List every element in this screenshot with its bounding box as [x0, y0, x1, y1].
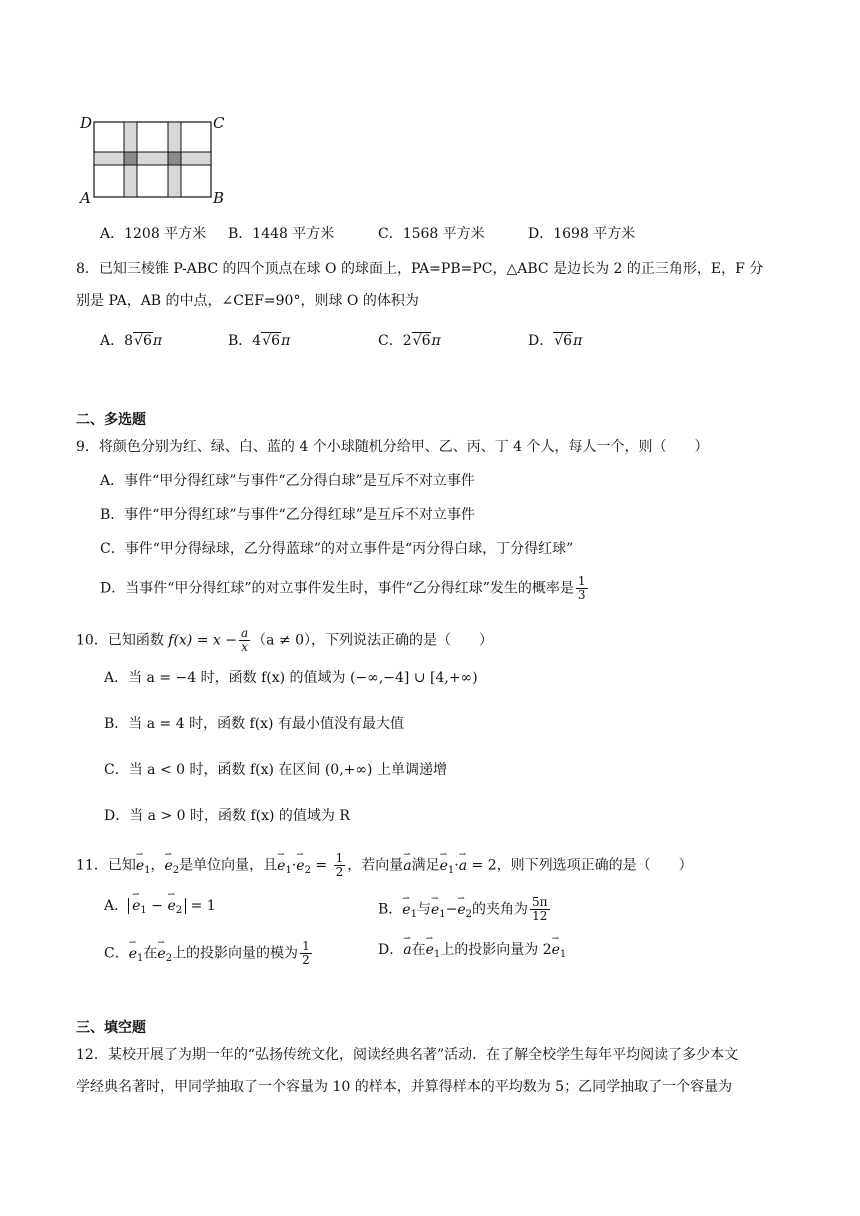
q12-stem-line2: 学经典名著时，甲同学抽取了一个容量为 10 的样本，并算得样本的平均数为 5；乙同学抽取了一个容量为 [76, 1079, 733, 1095]
q10-option-a: A．当 a = −4 时，函数 f(x) 的值域为 (−∞,−4] ∪ [4,+∞) [104, 670, 478, 686]
q11-option-c: C．⇀ $e_1$在⇀ $e_2$上的投影向量的模为 $\frac{1}{2}$ [104, 940, 314, 969]
q11-option-a: A．⇀ $e_1$ − ⇀ $e_2 = 1$ [104, 896, 216, 921]
q10-stem: 10．已知函数 f(x) = x − $\frac{a}{x}$ （a ≠ 0），下列说法正确的是（ ） [76, 626, 494, 654]
q7-option-c: C．1568 平方米 [378, 226, 485, 242]
label-a: A [80, 189, 91, 207]
q8-option-a: A．8√6π [100, 333, 163, 349]
rectangle-figure [76, 112, 236, 208]
q10-option-c: C．当 a < 0 时，函数 f(x) 在区间 (0,+∞) 上单调递增 [104, 762, 447, 778]
q11-stem: 11．已知⇀ $e_1$，⇀ $e_2$是单位向量，且⇀ $e_1\cdot⇀$ $e_2$ = $\frac{1}{2}$ ，若向量⇀ a满足⇀ $e_1\cdot⇀$ a = 2，则下列选项正确的是（ ） [76, 852, 693, 881]
q11-option-b: B．⇀ $e_1$与⇀ $e_1-⇀$ $e_2$的夹角为 $\frac{5\pi}{12}$ [378, 896, 552, 925]
q9-stem: 9．将颜色分别为红、绿、白、蓝的 4 个小球随机分给甲、乙、丙、丁 4 个人，每人一个，则（ ） [76, 439, 709, 455]
q8-option-c: C．2√6π [378, 333, 441, 349]
section-title-multiple-choice: 二、多选题 [76, 412, 146, 428]
q12-stem-line1: 12．某校开展了为期一年的“弘扬传统文化，阅读经典名著”活动．在了解全校学生每年平均阅读了多少本文 [76, 1047, 739, 1063]
q8-stem-line1: 8．已知三棱锥 P-ABC 的四个顶点在球 O 的球面上，PA=PB=PC，△ABC 是边长为 2 的正三角形，E，F 分 [76, 261, 764, 277]
q9-option-c: C．事件“甲分得绿球，乙分得蓝球”的对立事件是“丙分得白球，丁分得红球” [100, 541, 574, 557]
q11-option-d: D．⇀ a在⇀ $e_1$上的投影向量为 2⇀ $e_1$ [378, 940, 566, 965]
q7-option-d: D．1698 平方米 [528, 226, 636, 242]
label-d: D [80, 114, 93, 132]
q7-option-b: B．1448 平方米 [228, 226, 335, 242]
q8-stem-line2: 别是 PA，AB 的中点，∠CEF=90°，则球 O 的体积为 [76, 293, 419, 309]
q9-option-b: B．事件“甲分得红球”与事件“乙分得红球”是互斥不对立事件 [100, 507, 475, 523]
q10-option-b: B．当 a = 4 时，函数 f(x) 有最小值没有最大值 [104, 716, 404, 732]
q9-option-d: D．当事件“甲分得红球”的对立事件发生时，事件“乙分得红球”发生的概率是 $\frac{1}{3}$ [100, 574, 586, 602]
q7-option-a: A．1208 平方米 [100, 226, 207, 242]
q8-option-d: D．√6π [528, 333, 583, 349]
label-b: B [213, 189, 225, 207]
label-c: C [213, 114, 225, 132]
section-title-fill-in: 三、填空题 [76, 1020, 146, 1036]
q10-option-d: D．当 a > 0 时，函数 f(x) 的值域为 R [104, 808, 350, 824]
q8-option-b: B．4√6π [228, 333, 291, 349]
q9-option-a: A．事件“甲分得红球”与事件“乙分得白球”是互斥不对立事件 [100, 473, 475, 489]
